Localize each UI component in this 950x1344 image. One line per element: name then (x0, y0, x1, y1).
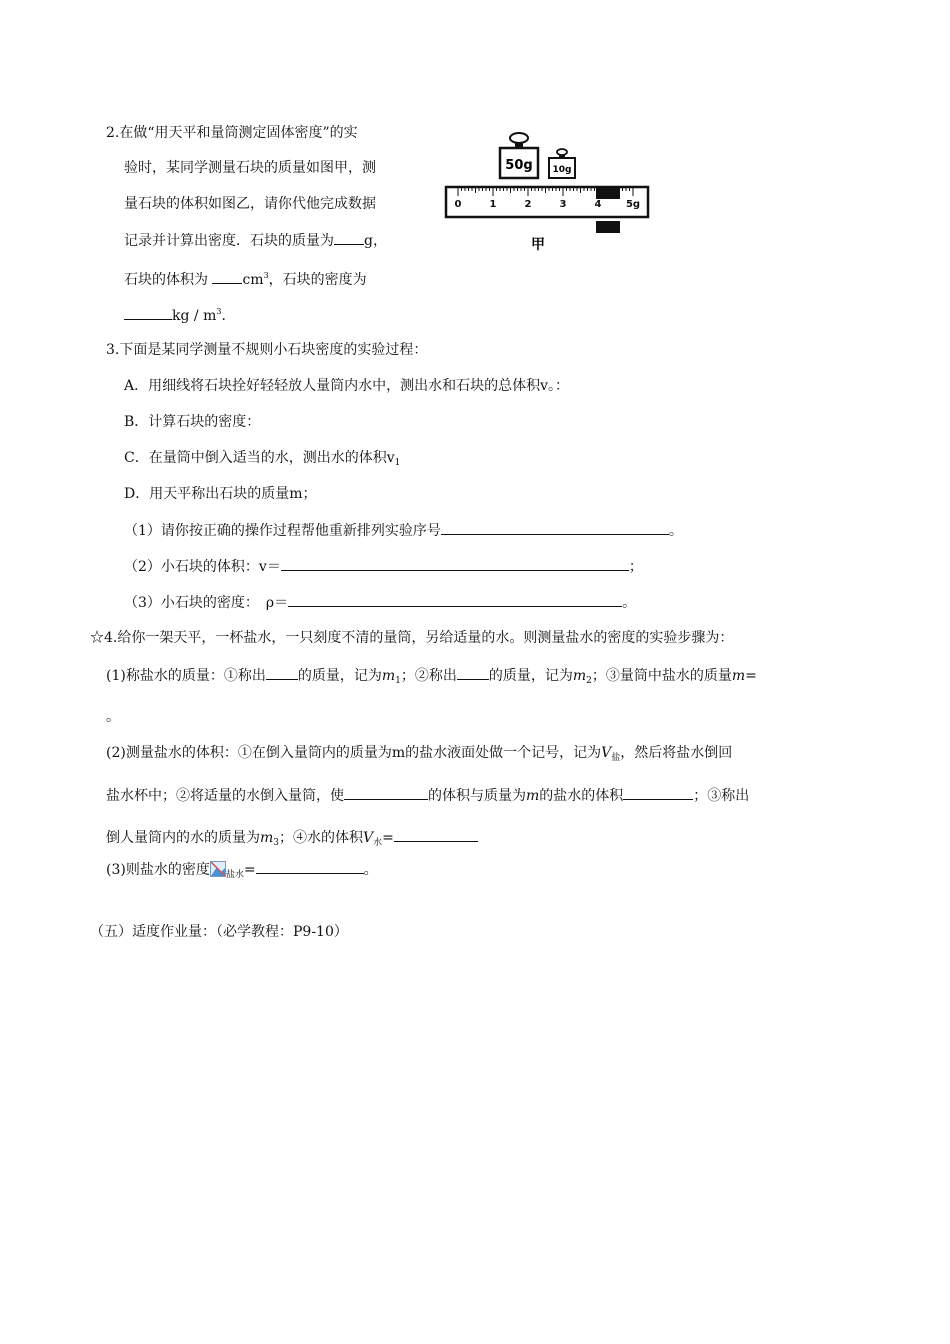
q4-m1: m (381, 668, 396, 684)
q4-v-water: V (363, 830, 374, 846)
weigh-item2-blank[interactable] (457, 665, 489, 680)
q4-step2-a: (2)测量盐水的体积：①在倒入量筒内的质量为m的盐水液面处做一个记号，记为 (106, 745, 602, 761)
q4-step2-d: 的体积与质量为 (428, 788, 526, 804)
q4-step3-end: 。 (363, 862, 378, 878)
weight-10g-label: 10g (552, 165, 572, 175)
q2-line4 (124, 230, 387, 251)
equal-blank[interactable] (623, 785, 693, 800)
rider-top (596, 187, 620, 199)
q2-line5-sup: 3 (263, 271, 269, 280)
q4-m2-sub: 2 (586, 676, 592, 686)
q2-line6-end: ． (221, 308, 236, 324)
rider-bottom (596, 221, 620, 233)
volume-blank[interactable] (212, 269, 242, 284)
q3-part3-text: （3）小石块的密度： ρ＝ (124, 595, 289, 611)
q4-step1-eq: = (745, 668, 757, 684)
q3-part2-end: ； (628, 559, 643, 575)
weight-50g (500, 133, 538, 178)
q4-step2-g: 倒人量筒内的水的质量为 (106, 830, 260, 846)
q4-m3-sub: 3 (273, 838, 280, 848)
q3-part2 (124, 556, 643, 577)
q2-line3: 量石块的体积如图乙，请你代他完成数据 (124, 196, 376, 212)
q4-step2-c: 盐水杯中；②将适量的水倒入量筒，使 (106, 788, 344, 804)
q3-step-a: A．用细线将石块拴好轻轻放人量筒内水中，测出水和石块的总体积v。： (124, 378, 570, 394)
q2-line6-unit: kg / m (172, 308, 217, 324)
q4-step3-eq: = (243, 862, 256, 878)
q2-line4-text: 记录并计算出密度．石块的质量为 (124, 233, 334, 249)
q4-step1-c: ；②称出 (400, 668, 457, 684)
q3-step-c-sub: 1 (394, 458, 401, 468)
q4-step3-a: (3)则盐水的密度 (106, 862, 210, 878)
ruler-tick-label: 0 (454, 199, 462, 210)
q2-line6 (124, 302, 235, 326)
figure-caption: 甲 (531, 237, 545, 251)
q2-line4-unit: g， (364, 233, 387, 249)
q4-step2-line1 (106, 743, 732, 768)
water-volume-blank[interactable] (394, 827, 478, 842)
q2-line5-post: ，石块的密度为 (268, 272, 367, 288)
water-blank[interactable] (344, 785, 428, 800)
q3-part3-end: 。 (622, 595, 637, 611)
q4-step1-end: 。 (106, 709, 120, 725)
q4-step2-b: ，然后将盐水倒回 (620, 745, 733, 761)
broken-image-icon (210, 861, 226, 877)
balance-figure (444, 125, 650, 251)
stone-volume-blank[interactable] (281, 556, 629, 571)
density-blank[interactable] (124, 305, 172, 320)
ruler-tick-label: 1 (489, 199, 497, 210)
q4-v-water-sub: 水 (373, 838, 383, 848)
q4-m: m (731, 668, 746, 684)
q4-m1-sub: 1 (395, 676, 401, 686)
q3-step-d: D．用天平称出石块的质量m； (124, 486, 317, 502)
q4-step2-eq: = (382, 830, 394, 846)
q4-step2-line3 (106, 827, 478, 853)
q3-step-b: B．计算石块的密度： (124, 414, 261, 430)
q3-part2-text: （2）小石块的体积：v＝ (124, 559, 281, 575)
q4-step1 (106, 665, 757, 691)
q4-step2-line2 (106, 785, 749, 806)
homework-line: （五）适度作业量：（必学教程：P9-10） (90, 924, 348, 940)
q4-step2-m: m (526, 788, 540, 804)
q4-title: ☆4.给你一架天平，一杯盐水，一只刻度不清的量筒，另给适量的水。则测量盐水的密度的实验步骤为： (90, 630, 734, 646)
q3-step-c (124, 448, 400, 473)
q2-line6-sup: 3 (216, 307, 222, 316)
ruler-tick-label: 3 (559, 199, 567, 210)
q4-step1-d: 的质量，记为 (488, 668, 573, 684)
q2-line5 (124, 266, 367, 290)
q4-step2-f: ；③称出 (693, 788, 750, 804)
q4-v-salt: V (601, 745, 612, 761)
q3-part1-end: 。 (668, 523, 683, 539)
weight-50g-label: 50g (505, 158, 533, 173)
q4-m3: m (260, 830, 274, 846)
ruler-tick-label: 4 (594, 199, 602, 210)
q3-part1-text: （1）请你按正确的操作过程帮他重新排列实验序号 (124, 523, 441, 539)
weight-10g (549, 149, 575, 178)
q3-step-c-text: C．在量筒中倒入适当的水，测出水的体积v (124, 450, 395, 466)
q4-step2-h: ；④水的体积 (279, 830, 364, 846)
q4-m2: m (572, 668, 587, 684)
brine-density-blank[interactable] (256, 859, 364, 874)
q3-part1 (124, 520, 683, 541)
q2-line5-unit: cm (242, 272, 264, 288)
order-blank[interactable] (441, 520, 669, 535)
weigh-item1-blank[interactable] (266, 665, 298, 680)
mass-blank[interactable] (334, 230, 364, 245)
q4-step1-a: (1)称盐水的质量：①称出 (106, 668, 266, 684)
ruler-tick-label: 2 (524, 199, 532, 210)
ruler-tick-label: 5g (625, 199, 641, 210)
q4-step2-e: 的盐水的体积 (539, 788, 624, 804)
q4-step3-sub: 盐水 (225, 870, 244, 880)
rider-scale (446, 187, 648, 233)
stone-density-blank[interactable] (288, 592, 622, 607)
q3-title: 3.下面是某同学测量不规则小石块密度的实验过程： (106, 342, 428, 358)
q2-line1: 2.在做“用天平和量筒测定固体密度”的实 (106, 125, 358, 141)
q4-step3 (106, 859, 378, 885)
q4-step1-b: 的质量，记为 (297, 668, 382, 684)
q2-line2: 验时，某同学测量石块的质量如图甲，测 (124, 160, 376, 176)
q2-line5-pre: 石块的体积为 (124, 272, 213, 288)
q4-step1-e: ；③量筒中盐水的质量 (591, 668, 732, 684)
q3-part3 (124, 592, 636, 613)
q4-v-salt-sub: 盐 (611, 753, 621, 763)
